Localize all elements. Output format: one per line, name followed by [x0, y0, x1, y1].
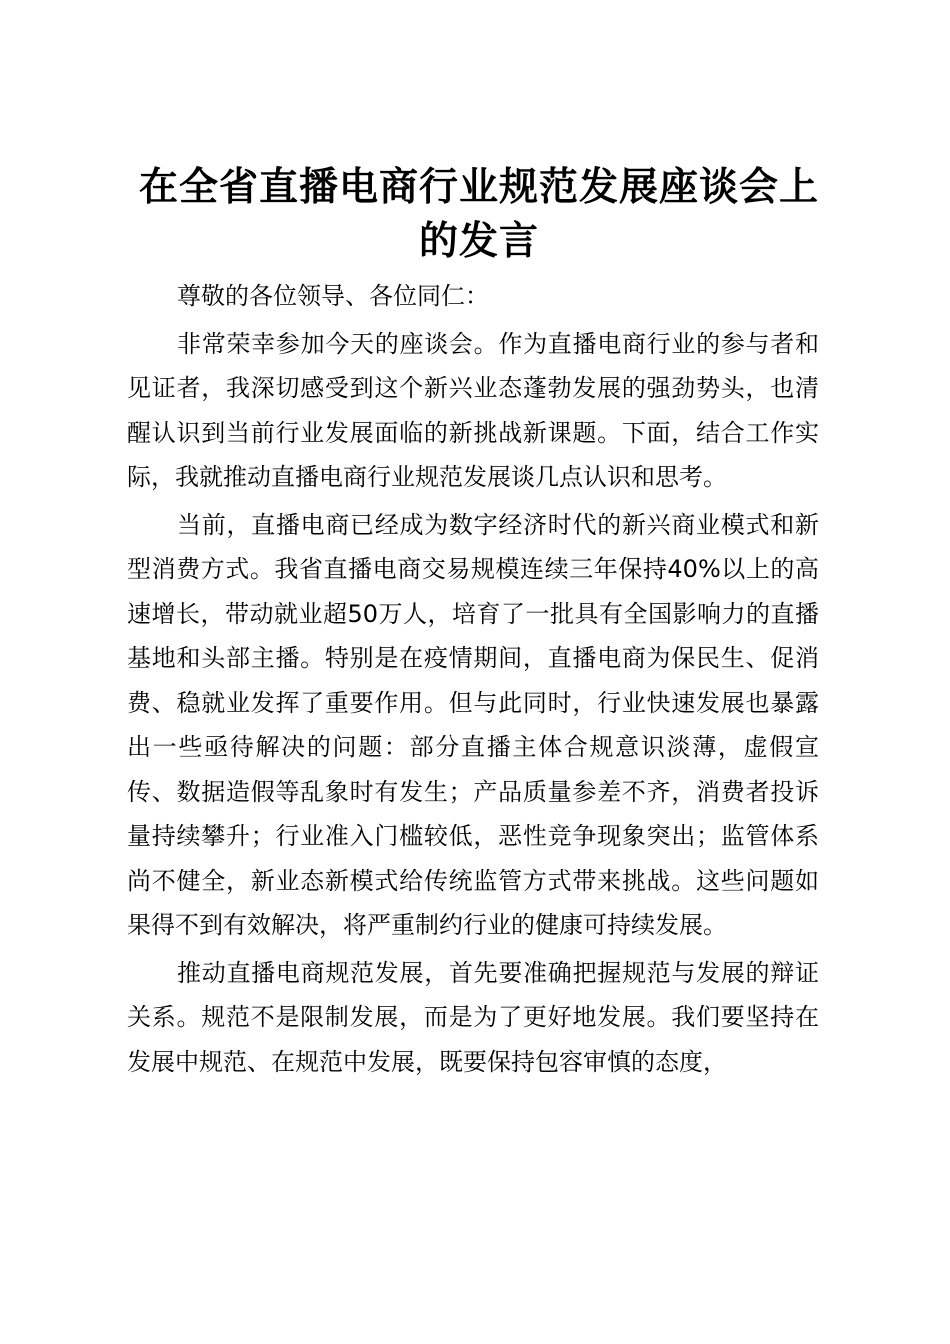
paragraph-current-situation: 当前，直播电商已经成为数字经济时代的新兴商业模式和新型消费方式。我省直播电商交易规模连续三年保持40%以上的高速增长，带动就业超50万人，培育了一批具有全国影响力的直播基地和头部主播。特别是在疫情期间，直播电商为保民生、促消费、稳就业发挥了重要作用。但与此同时，行业快速发展也暴露出一些亟待解决的问题：部分直播主体合规意识淡薄，虚假宣传、数据造假等乱象时有发生；产品质量参差不齐，消费者投诉量持续攀升；行业准入门槛较低，恶性竞争现象突出；监管体系尚不健全，新业态新模式给传统监管方式带来挑战。这些问题如果得不到有效解决，将严重制约行业的健康可持续发展。	[127, 510, 819, 939]
paragraph-dialectical-relation: 推动直播电商规范发展，首先要准确把握规范与发展的辩证关系。规范不是限制发展，而是为了更好地发展。我们要坚持在发展中规范、在规范中发展，既要保持包容审慎的态度，	[127, 958, 819, 1076]
salutation: 尊敬的各位领导、各位同仁：	[177, 282, 489, 310]
document-body	[127, 274, 819, 1087]
document-title: 在全省直播电商行业规范发展座谈会上的发言	[138, 164, 819, 264]
paragraph-intro: 非常荣幸参加今天的座谈会。作为直播电商行业的参与者和见证者，我深切感受到这个新兴业态蓬勃发展的强劲势头，也清醒认识到当前行业发展面临的新挑战新课题。下面，结合工作实际，我就推动直播电商行业规范发展谈几点认识和思考。	[127, 329, 819, 491]
